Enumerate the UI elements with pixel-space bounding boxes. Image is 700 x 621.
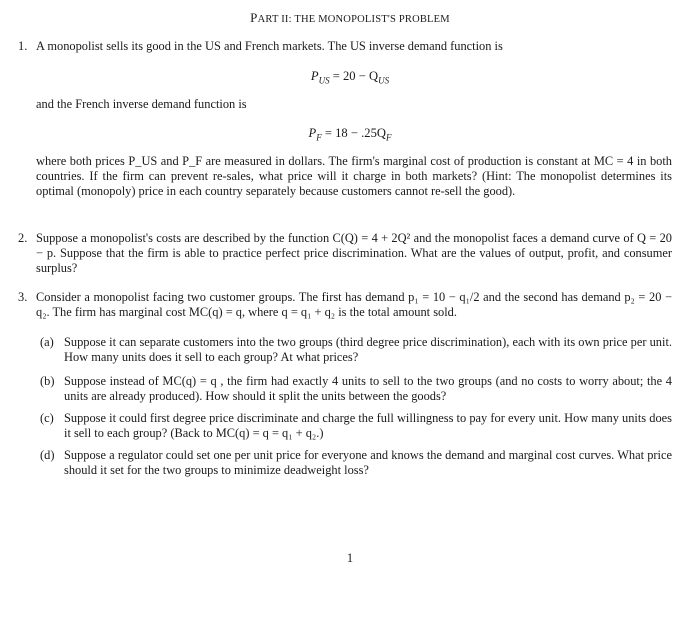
- question-1-body: where both prices P_US and P_F are measured in dollars. The firm's marginal cost of production is constant at MC = 4 in both countries. If the firm can prevent re-sales, what price will it charge in both markets? (Hint: The monopolist determines its optimal (monopoly) price in each country separately because customers cannot re-sell the good).: [36, 154, 672, 199]
- part-b-text: Suppose instead of MC(q) = q , the firm had exactly 4 units to sell to the two groups (and no costs to worry about; the 4 units are already produced). How should it split the units between the goods?: [64, 374, 672, 404]
- question-1-number: 1.: [18, 39, 28, 53]
- part-b-label: (b): [40, 374, 55, 388]
- question-1-intro: A monopolist sells its good in the US and French markets. The US inverse demand function is: [36, 39, 503, 53]
- question-2-number: 2.: [18, 231, 28, 245]
- part-d-label: (d): [40, 448, 55, 462]
- question-3-body: Consider a monopolist facing two customer groups. The first has demand p₁ = 10 − q₁/2 and the second has demand p₂ = 20 − q₂. The firm has marginal cost MC(q) = q, where q = q₁ + q₂ is the total amount sold.: [36, 290, 672, 320]
- part-d-text: Suppose a regulator could set one per unit price for everyone and knows the demand and marginal cost curves. What price should it set for the two groups to minimize deadweight loss?: [64, 448, 672, 478]
- question-3-number: 3.: [18, 290, 28, 304]
- page-number: 1: [346, 551, 354, 565]
- part-a-label: (a): [40, 335, 54, 349]
- equation-french-demand: $P_F = 18 - .25Q_F$: [308, 126, 392, 143]
- part-c-text: Suppose it could first degree price discriminate and charge the full willingness to pay for every unit. How many units does it sell to each group? (Back to MC(q) = q = q₁ + q₂.): [64, 411, 672, 441]
- equation-us-demand: $P_{US} = 20 - Q_{US}$: [310, 69, 390, 86]
- part-a-text: Suppose it can separate customers into the two groups (third degree price discrimination), each with its own price per unit. How many units does it sell to each group? At what prices?: [64, 335, 672, 365]
- question-2-body: Suppose a monopolist's costs are described by the function C(Q) = 4 + 2Q² and the monopolist faces a demand curve of Q = 20 − p. Suppose that the firm is able to practice perfect price discrimination. What are the values of output, profit, and consumer surplus?: [36, 231, 672, 276]
- section-title: PART II: THE MONOPOLIST'S PROBLEM: [250, 10, 450, 25]
- part-c-label: (c): [40, 411, 54, 425]
- question-1-mid: and the French inverse demand function is: [36, 97, 247, 111]
